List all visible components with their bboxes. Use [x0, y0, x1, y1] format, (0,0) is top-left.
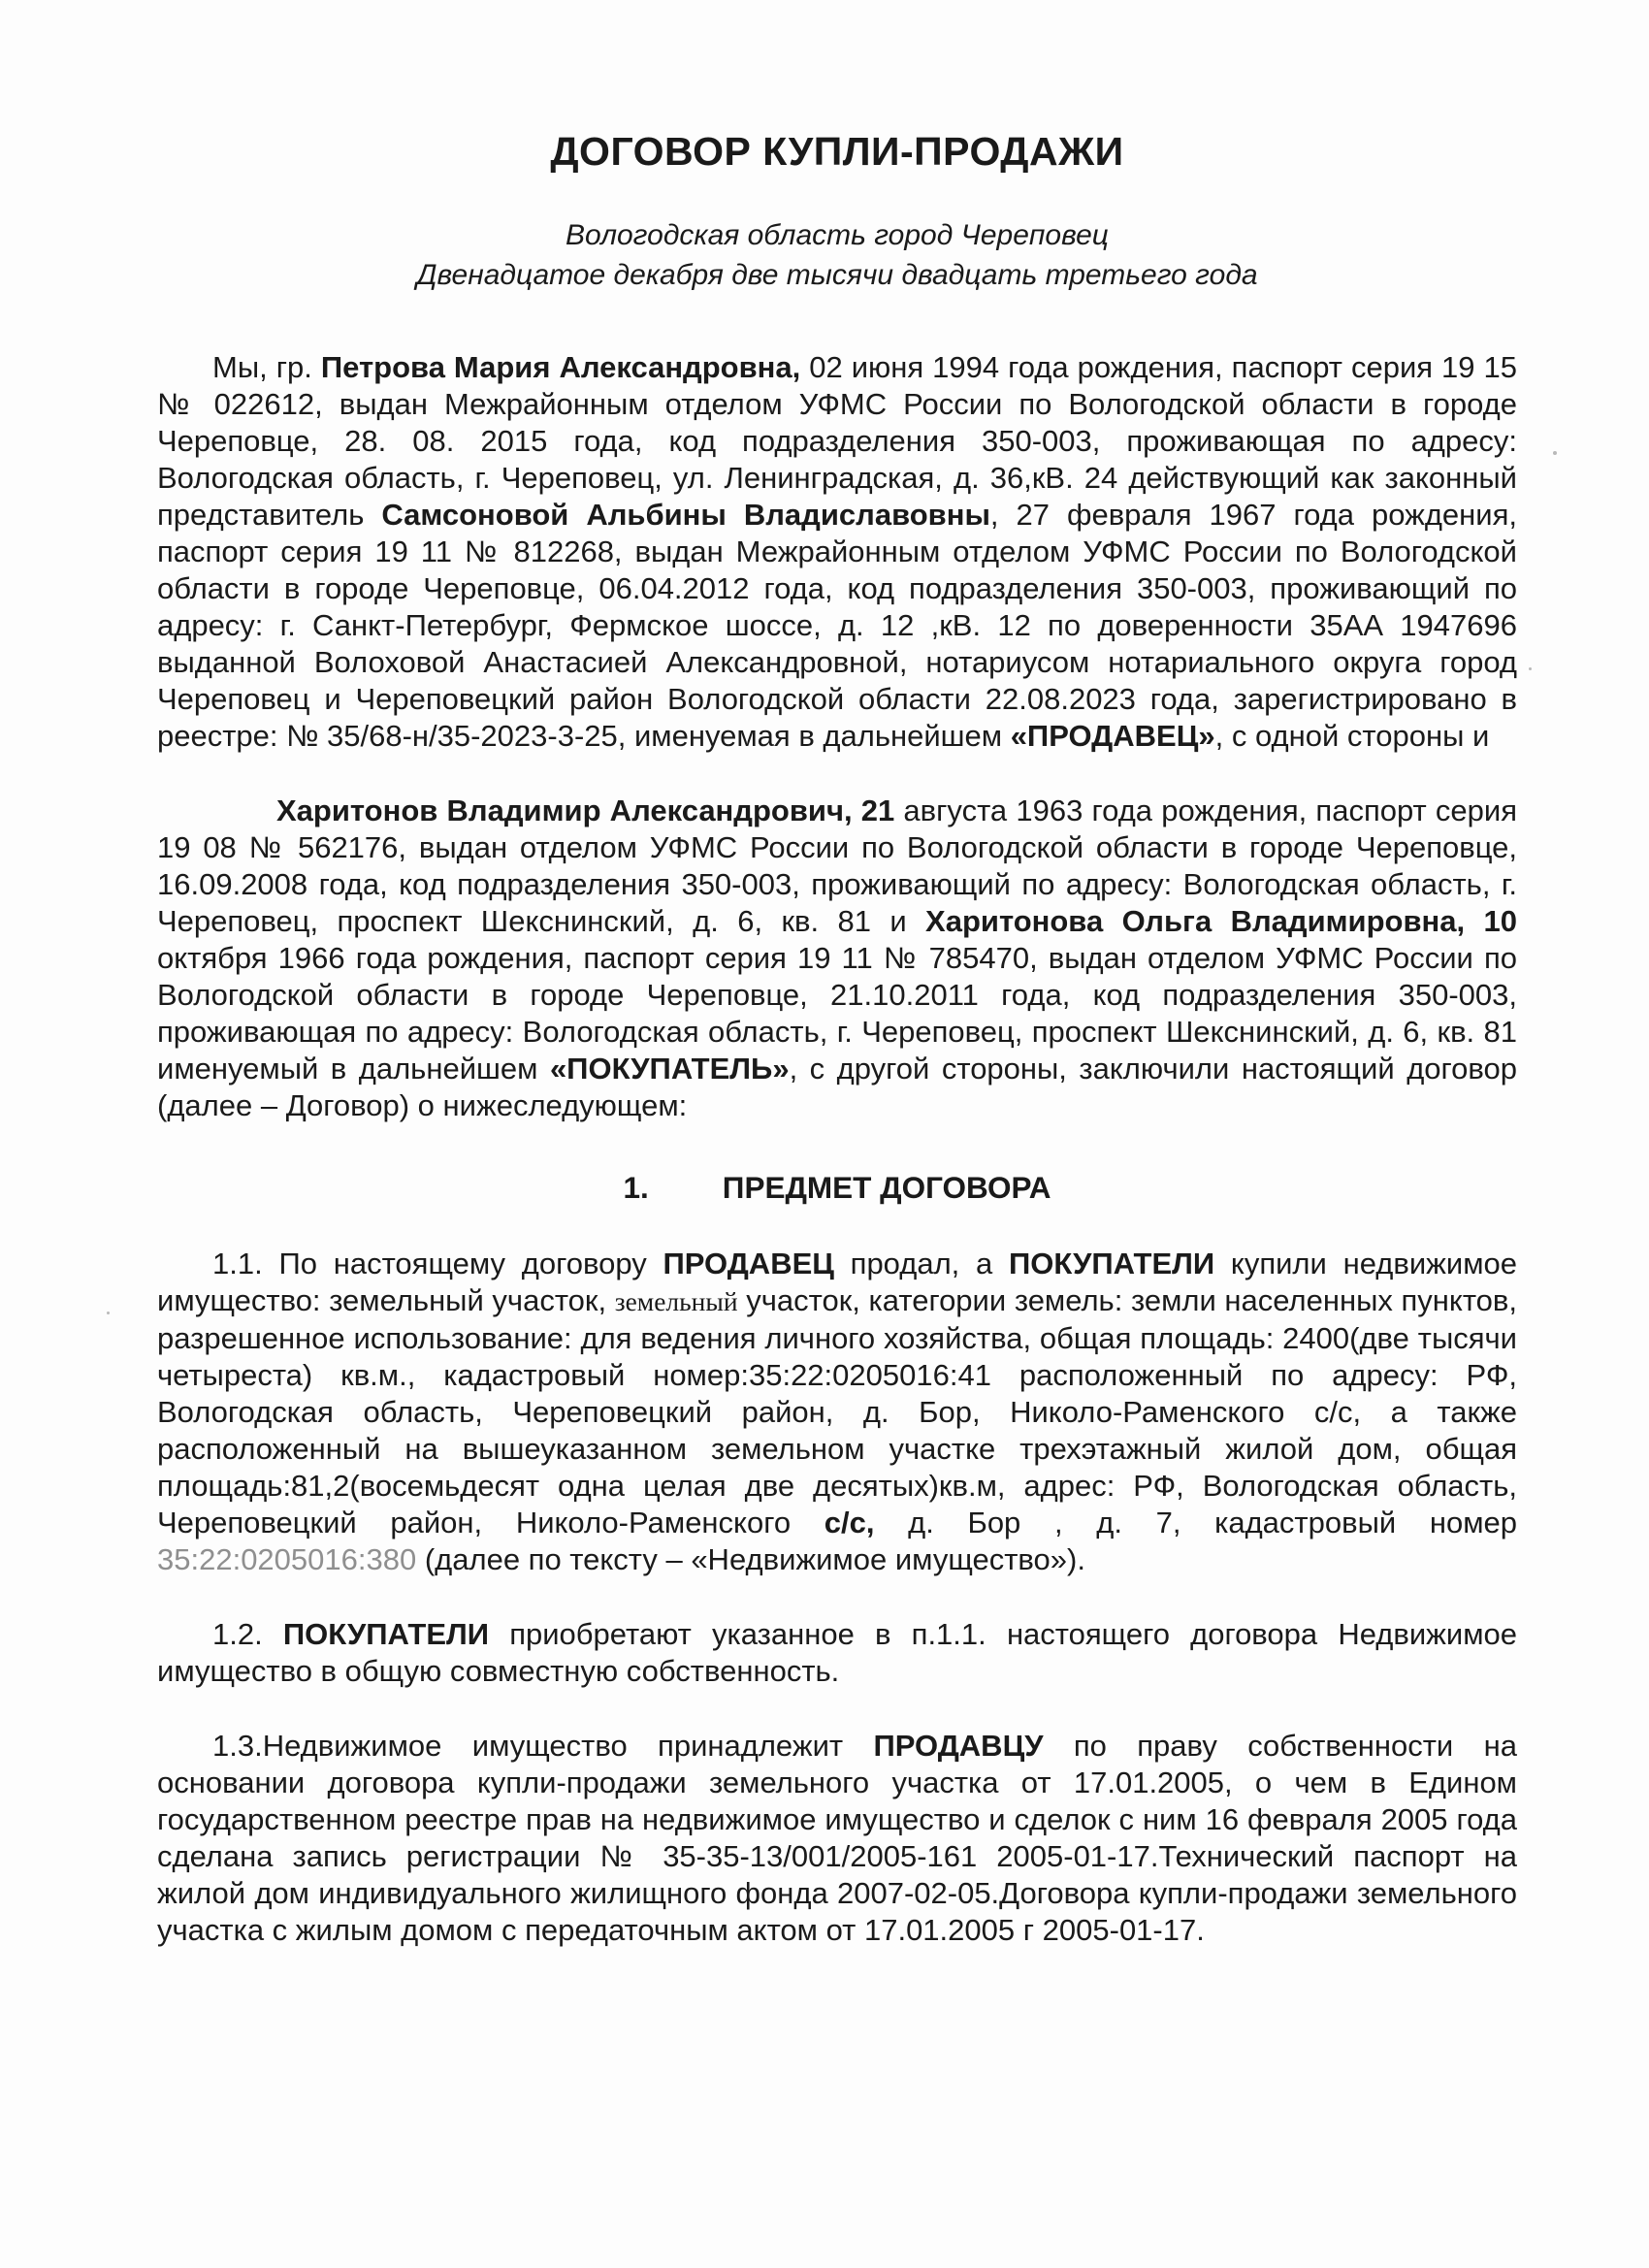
text-segment: 1.1. По настоящему договору — [212, 1247, 663, 1280]
text-segment: «ПОКУПАТЕЛЬ» — [549, 1052, 790, 1085]
text-segment: ПОКУПАТЕЛИ — [282, 1617, 490, 1651]
text-segment: д. Бор , д. 7, кадастровый номер — [874, 1506, 1517, 1539]
paragraph-seller-details — [157, 349, 1517, 755]
paragraph-1-1-subject — [157, 1246, 1517, 1578]
text-segment: Мы, гр. — [212, 350, 321, 384]
paragraph-1-3-title-basis — [157, 1728, 1517, 1949]
text-segment: «ПРОДАВЕЦ» — [1010, 719, 1215, 753]
text-segment: участок, категории земель: земли населенных пунктов, разрешенное использование: для ведения личного хозяйства, общая площадь: 2400(две тысячи четыреста) кв.м., кадастровый номер:35:22:0205016:41 расположенный по адресу: РФ, Вологодская область, Череповецкий район, д. Бор, Николо-Раменского с/с, а также расположенный на вышеуказанном земельном участке трехэтажный жилой дом, общая площадь:81,2(восемьдесят одна целая две десятых)кв.м, адрес: РФ, Вологодская область, Череповецкий район, Николо-Раменского — [157, 1283, 1517, 1539]
text-segment: с/с, — [824, 1506, 875, 1539]
document-subtitle — [157, 215, 1517, 295]
text-segment: (далее по тексту – «Недвижимое имущество»). — [416, 1542, 1085, 1576]
text-segment: 1.3.Недвижимое имущество принадлежит — [212, 1729, 874, 1763]
text-segment: , 27 февраля 1967 года рождения, паспорт серия 19 11 № 812268, выдан Межрайонным отделом УФМС России по Вологодской области в городе Череповце, 06.04.2012 года, код подразделения 350-003, проживающий по адресу: г. Санкт-Петербург, Фермское шоссе, д. 12 ,кВ. 12 по доверенности 35АА 1947696 выданной Волоховой Анастасией Александровной, нотариусом нотариального округа город Череповец и Череповецкий район Вологодской области 22.08.2023 года, зарегистрировано в реестре: № 35/68-н/35-2023-3-25, именуемая в дальнейшем — [157, 498, 1517, 753]
text-segment: Харитонова Ольга Владимировна, 10 — [925, 904, 1517, 938]
text-segment: 35:22:0205016:380 — [157, 1542, 417, 1576]
text-segment: октября 1966 года рождения, паспорт серия 19 11 № 785470, выдан отделом УФМС России по Вологодской области в городе Череповце, 21.10.2011 года, код подразделения 350-003, проживающая по адресу: Вологодская область, г. Череповец, проспект Шекснинский, д. 6, кв. 81 именуемый в дальнейшем — [157, 941, 1517, 1085]
text-segment: Петрова Мария Александровна, — [320, 350, 801, 384]
paragraph-1-2-ownership-form — [157, 1616, 1517, 1690]
section-number: 1. — [623, 1170, 649, 1205]
text-segment: ПРОДАВЦУ — [873, 1729, 1044, 1763]
subtitle-line-place: Вологодская область город Череповец — [566, 219, 1109, 251]
paragraph-buyer-details — [157, 793, 1517, 1124]
text-segment: 02 июня 1994 года рождения, паспорт серия 19 15 № 022612, выдан Межрайонным отделом УФМС России по Вологодской области в городе Череповце, 28. 08. 2015 года, код подразделения 350-003, проживающая по адресу: Вологодская область, г. Череповец, ул. Ленинградская, д. 36,кВ. 24 действующий как законный представитель — [157, 350, 1518, 532]
text-segment: , с одной стороны и — [1214, 719, 1490, 753]
text-segment: приобретают указанное в п.1.1. настоящего договора Недвижимое имущество в общую совместную собственность. — [157, 1617, 1517, 1688]
scan-speck — [107, 1312, 110, 1314]
text-segment: продал, а — [833, 1247, 1010, 1280]
text-segment: по праву собственности на основании договора купли-продажи земельного участка от 17.01.2005, о чем в Едином государственном реестре прав на недвижимое имущество и сделок с ним 16 февраля 2005 года сделана запись регистрации № 35-35-13/001/2005-161 2005-01-17.Технический паспорт на жилой дом индивидуального жилищного фонда 2007-02-05.Договора купли-продажи земельного участка с жилым домом с передаточным актом от 17.01.2005 г 2005-01-17. — [157, 1729, 1517, 1947]
text-segment: ПРОДАВЕЦ — [663, 1247, 834, 1280]
document-title: ДОГОВОР КУПЛИ-ПРОДАЖИ — [550, 129, 1124, 174]
text-segment: земельный — [614, 1286, 738, 1316]
text-segment: , с другой стороны, заключили настоящий договор (далее – Договор) о нижеследующем: — [157, 1052, 1517, 1122]
text-segment: Самсоновой Альбины Владиславовны — [381, 498, 990, 532]
text-segment: ПОКУПАТЕЛИ — [1009, 1247, 1215, 1280]
text-segment: купили недвижимое имущество: земельный участок, — [157, 1247, 1517, 1317]
section-heading — [157, 1169, 1517, 1206]
text-segment: августа 1963 года рождения, паспорт серия 19 08 № 562176, выдан отделом УФМС России по Вологодской области в городе Череповце, 16.09.2008 года, код подразделения 350-003, проживающий по адресу: Вологодская область, г. Череповец, проспект Шекснинский, д. 6, кв. 81 и — [157, 794, 1517, 938]
text-segment: Харитонов Владимир Александрович, 21 — [276, 794, 895, 827]
subtitle-line-date: Двенадцатое декабря две тысячи двадцать третьего года — [416, 259, 1258, 291]
scan-speck — [1553, 451, 1557, 455]
scan-speck — [1529, 667, 1532, 670]
text-segment: 1.2. — [212, 1617, 283, 1651]
section-title: ПРЕДМЕТ ДОГОВОРА — [722, 1170, 1051, 1205]
